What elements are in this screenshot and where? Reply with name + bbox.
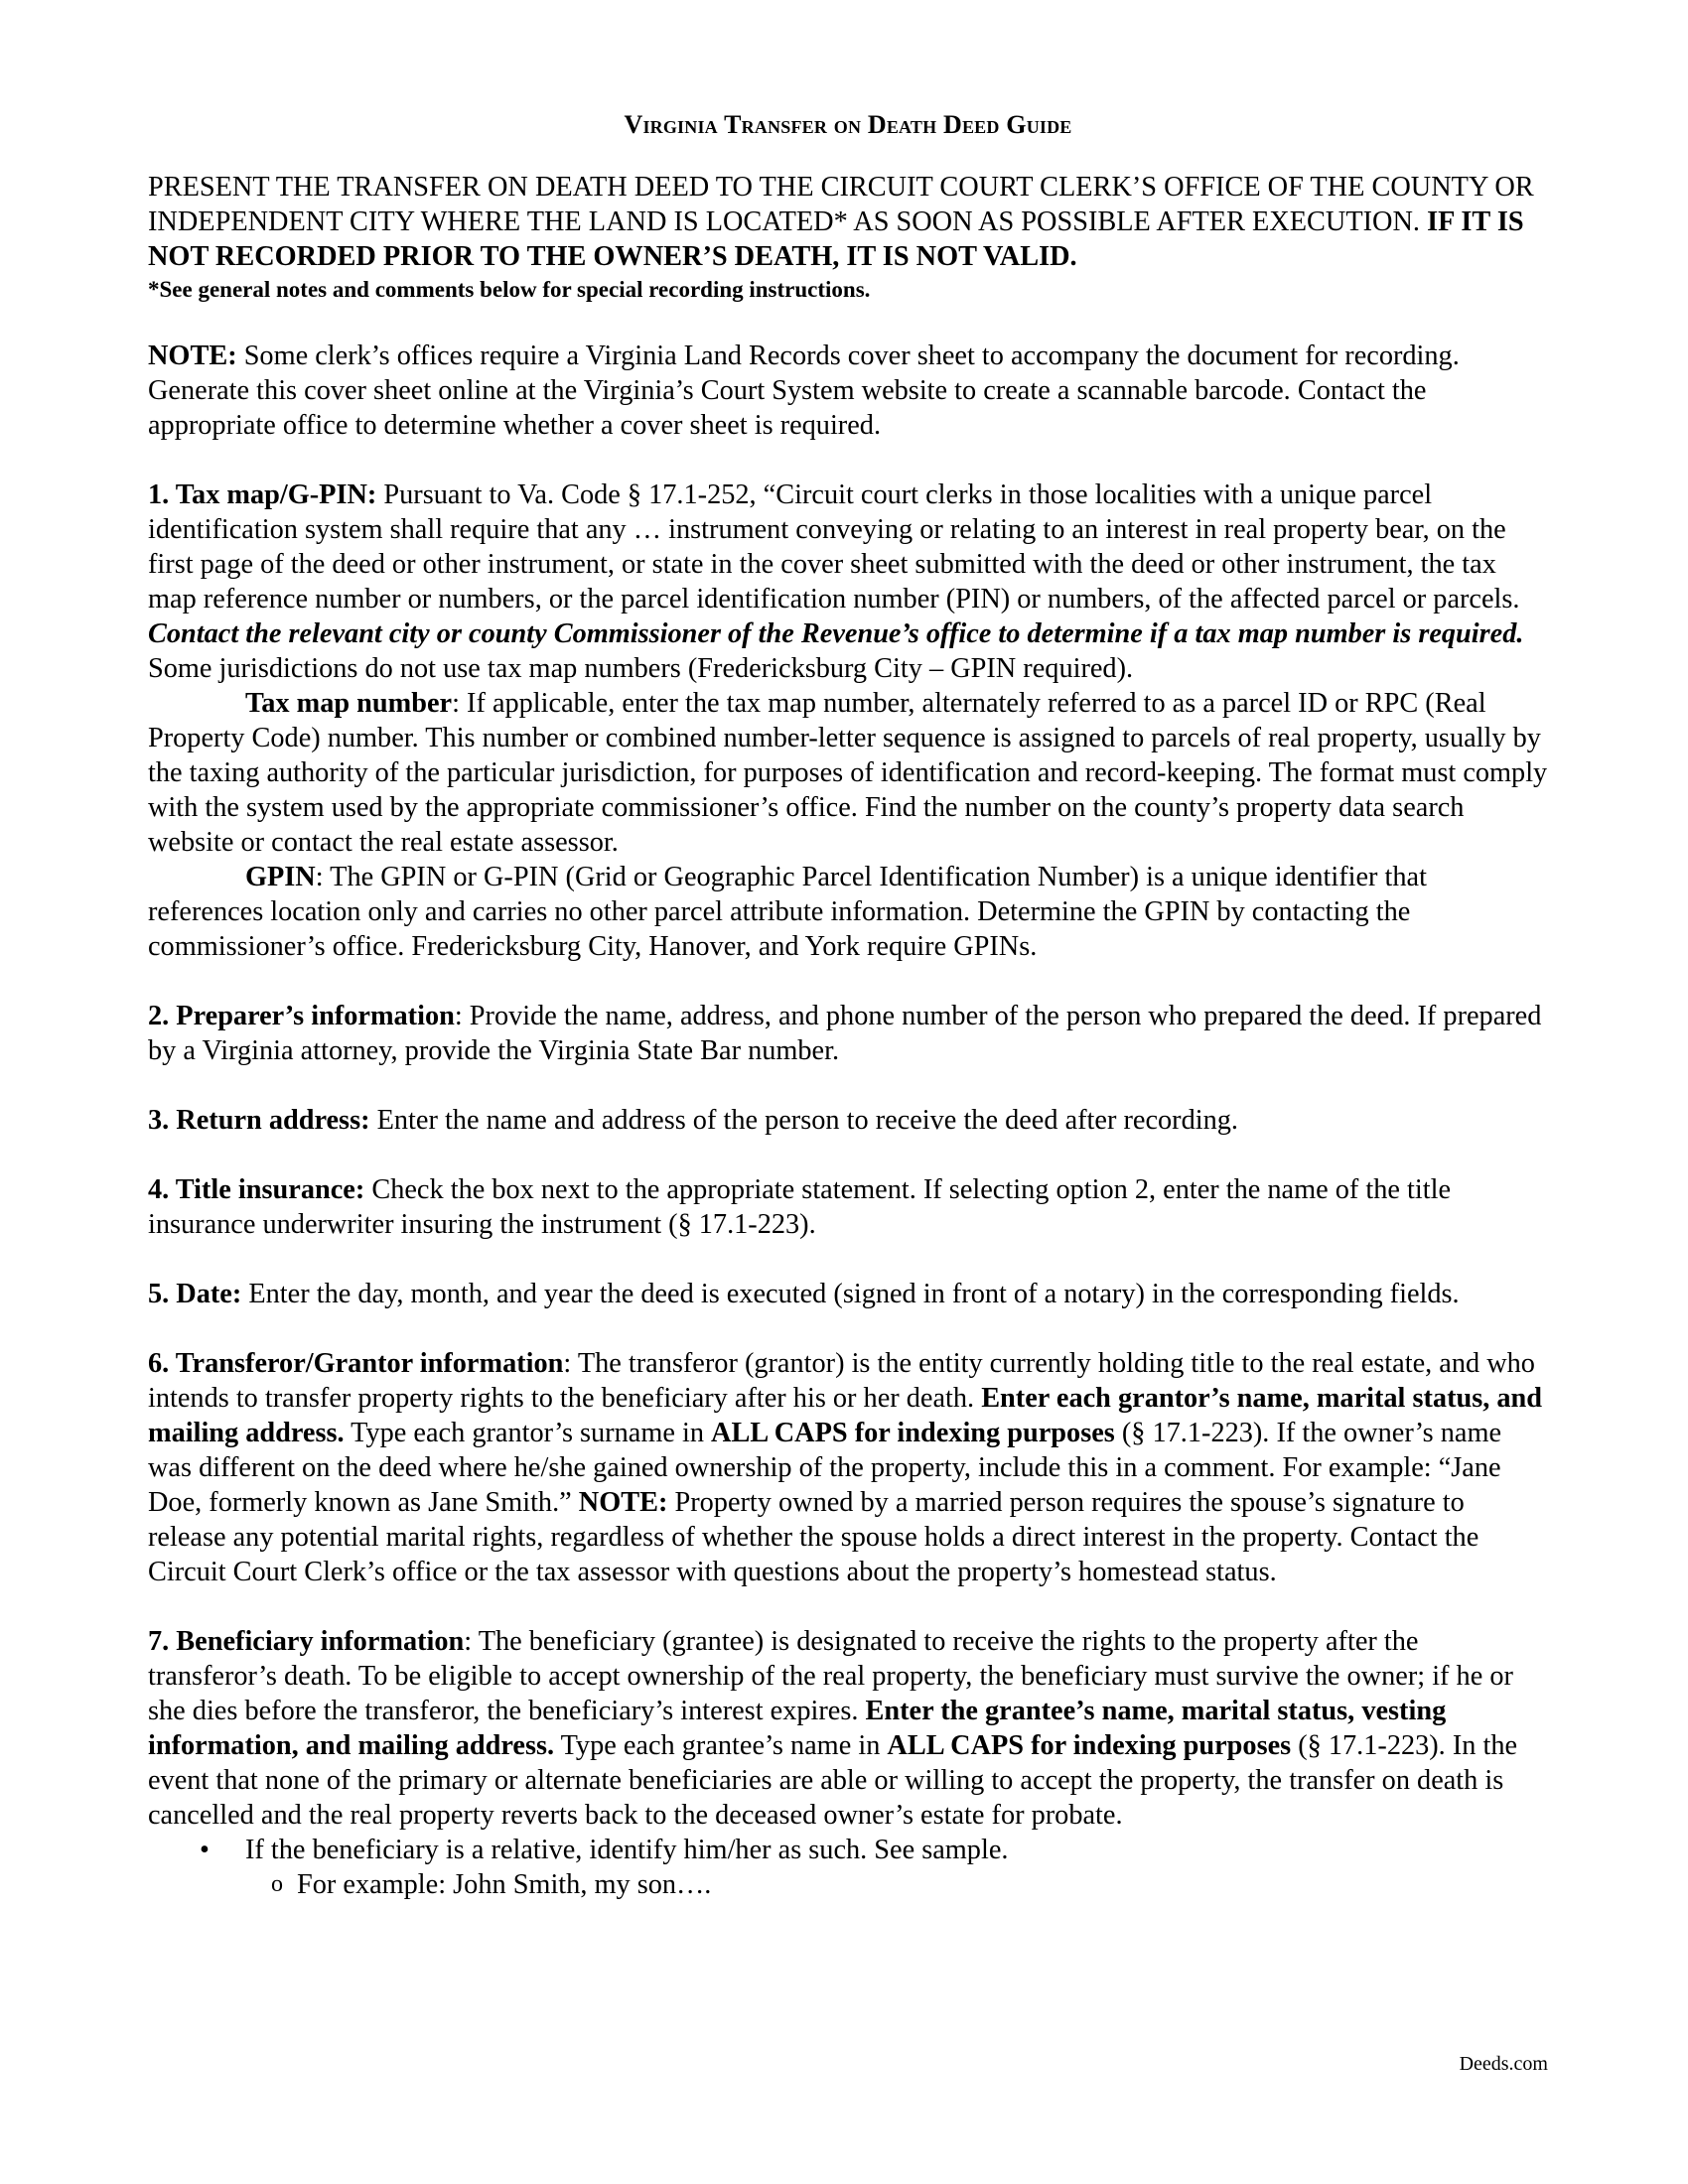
note-paragraph	[148, 339, 1548, 443]
section-4-label: 4. Title insurance:	[148, 1174, 365, 1205]
section-6-note-label: NOTE:	[578, 1487, 668, 1518]
list-item	[148, 1833, 1548, 1867]
intro-text: PRESENT THE TRANSFER ON DEATH DEED TO THE CIRCUIT COURT CLERK’S OFFICE OF THE COUNTY OR INDEPENDENT CITY WHERE THE LAND IS LOCATED* AS SOON AS POSSIBLE AFTER EXECUTION.	[148, 172, 1534, 237]
section-7-sub-list	[148, 1867, 1548, 1902]
tax-map-text: : If applicable, enter the tax map number, alternately referred to as a parcel ID or RPC (Real Property Code) number. This number or combined number-letter sequence is assigned to parcels of real property, usually by the taxing authority of the particular jurisdiction, for purposes of identification and record-keeping. The format must comply with the system used by the appropriate commissioner’s office. Find the number on the county’s property data search website or contact the real estate assessor.	[148, 688, 1548, 858]
section-7-emphasis-2: ALL CAPS for indexing purposes	[887, 1730, 1292, 1761]
note-label: NOTE:	[148, 341, 237, 371]
section-6-text-3: (§ 17.1-223). If the owner’s name was different on the deed where he/she gained ownership of the property, include this in a comment. For example: “Jane Doe, formerly known as Jane Smith.”	[148, 1418, 1502, 1518]
sub-bullet-text: For example: John Smith, my son….	[297, 1869, 712, 1900]
section-2-text: : Provide the name, address, and phone number of the person who prepared the deed. If prepared by a Virginia attorney, provide the Virginia State Bar number.	[148, 1001, 1542, 1066]
document-body	[148, 107, 1548, 1902]
bullet-text: If the beneficiary is a relative, identify him/her as such. See sample.	[245, 1835, 1009, 1865]
section-1-text: Pursuant to Va. Code § 17.1-252, “Circuit court clerks in those localities with a unique parcel identification system shall require that any … instrument conveying or relating to an interest in real property bear, on the first page of the deed or other instrument, or state in the cover sheet submitted with the deed or other instrument, the tax map reference number or numbers, or the parcel identification number (PIN) or numbers, of the affected parcel or parcels.	[148, 479, 1520, 614]
intro-paragraph	[148, 170, 1548, 274]
section-5-label: 5. Date:	[148, 1279, 242, 1309]
section-6-text-4: Property owned by a married person requires the spouse’s signature to release any potential marital rights, regardless of whether the spouse holds a direct interest in the property. Contact the Circuit Court Clerk’s office or the tax assessor with questions about the property’s homestead status.	[148, 1487, 1479, 1587]
section-7-text-3: (§ 17.1-223). In the event that none of the primary or alternate beneficiaries are able or willing to accept the property, the transfer on death is cancelled and the real property reverts back to the deceased owner’s estate for probate.	[148, 1730, 1518, 1831]
section-6-text: : The transferor (grantor) is the entity currently holding title to the real estate, and who intends to transfer property rights to the beneficiary after his or her death.	[148, 1348, 1535, 1414]
intro-warning: IF IT IS NOT RECORDED PRIOR TO THE OWNER’S DEATH, IT IS NOT VALID.	[148, 206, 1524, 272]
section-6-text-2: Type each grantor’s surname in	[344, 1418, 712, 1448]
section-5-paragraph	[148, 1277, 1548, 1311]
tax-map-label: Tax map number	[245, 688, 453, 719]
section-7-bullet-list	[148, 1833, 1548, 1867]
section-4-text: Check the box next to the appropriate statement. If selecting option 2, enter the name of the title insurance underwriter insuring the instrument (§ 17.1-223).	[148, 1174, 1452, 1240]
document-title: Virginia Transfer on Death Deed Guide	[624, 110, 1072, 139]
section-6-emphasis-2: ALL CAPS for indexing purposes	[711, 1418, 1115, 1448]
note-text: Some clerk’s offices require a Virginia Land Records cover sheet to accompany the document for recording. Generate this cover sheet online at the Virginia’s Court System website to create a scannable barcode. Contact the appropriate office to determine whether a cover sheet is required.	[148, 341, 1460, 441]
section-1-paragraph	[148, 478, 1548, 686]
section-7-label: 7. Beneficiary information	[148, 1626, 465, 1657]
bullet-icon: •	[200, 1835, 210, 1865]
section-1-text-2: Some jurisdictions do not use tax map numbers (Fredericksburg City – GPIN required).	[148, 653, 1134, 684]
gpin-text: : The GPIN or G-PIN (Grid or Geographic Parcel Identification Number) is a unique identifier that references location only and carries no other parcel attribute information. Determine the GPIN by contacting the commissioner’s office. Fredericksburg City, Hanover, and York require GPINs.	[148, 862, 1427, 962]
footer-brand: Deeds.com	[1459, 2053, 1548, 2075]
section-7-text-2: Type each grantee’s name in	[554, 1730, 888, 1761]
gpin-label: GPIN	[245, 862, 316, 892]
section-2-label: 2. Preparer’s information	[148, 1001, 455, 1031]
section-6-label: 6. Transferor/Grantor information	[148, 1348, 564, 1379]
section-6-paragraph	[148, 1346, 1548, 1589]
section-1-label: 1. Tax map/G-PIN:	[148, 479, 377, 510]
section-5-text: Enter the day, month, and year the deed is executed (signed in front of a notary) in the corresponding fields.	[241, 1279, 1460, 1309]
gpin-paragraph	[148, 860, 1548, 964]
section-6-emphasis: Enter each grantor’s name, marital status, and mailing address.	[148, 1383, 1543, 1448]
tax-map-paragraph	[148, 686, 1548, 860]
section-3-label: 3. Return address:	[148, 1105, 370, 1136]
section-3-text: Enter the name and address of the person to receive the deed after recording.	[369, 1105, 1238, 1136]
list-item	[148, 1867, 1548, 1902]
section-1-emphasis: Contact the relevant city or county Commissioner of the Revenue’s office to determine if a tax map number is required.	[148, 618, 1524, 649]
section-7-emphasis: Enter the grantee’s name, marital status, vesting information, and mailing address.	[148, 1696, 1447, 1761]
section-7-text: : The beneficiary (grantee) is designated to receive the rights to the property after the transferor’s death. To be eligible to accept ownership of the real property, the beneficiary must survive the owner; if he or she dies before the transferor, the beneficiary’s interest expires.	[148, 1626, 1513, 1726]
section-2-paragraph	[148, 999, 1548, 1068]
intro-footnote: *See general notes and comments below for special recording instructions.	[148, 277, 871, 302]
section-3-paragraph	[148, 1103, 1548, 1138]
section-4-paragraph	[148, 1172, 1548, 1242]
section-7-paragraph	[148, 1624, 1548, 1833]
hollow-bullet-icon: o	[271, 1871, 283, 1897]
